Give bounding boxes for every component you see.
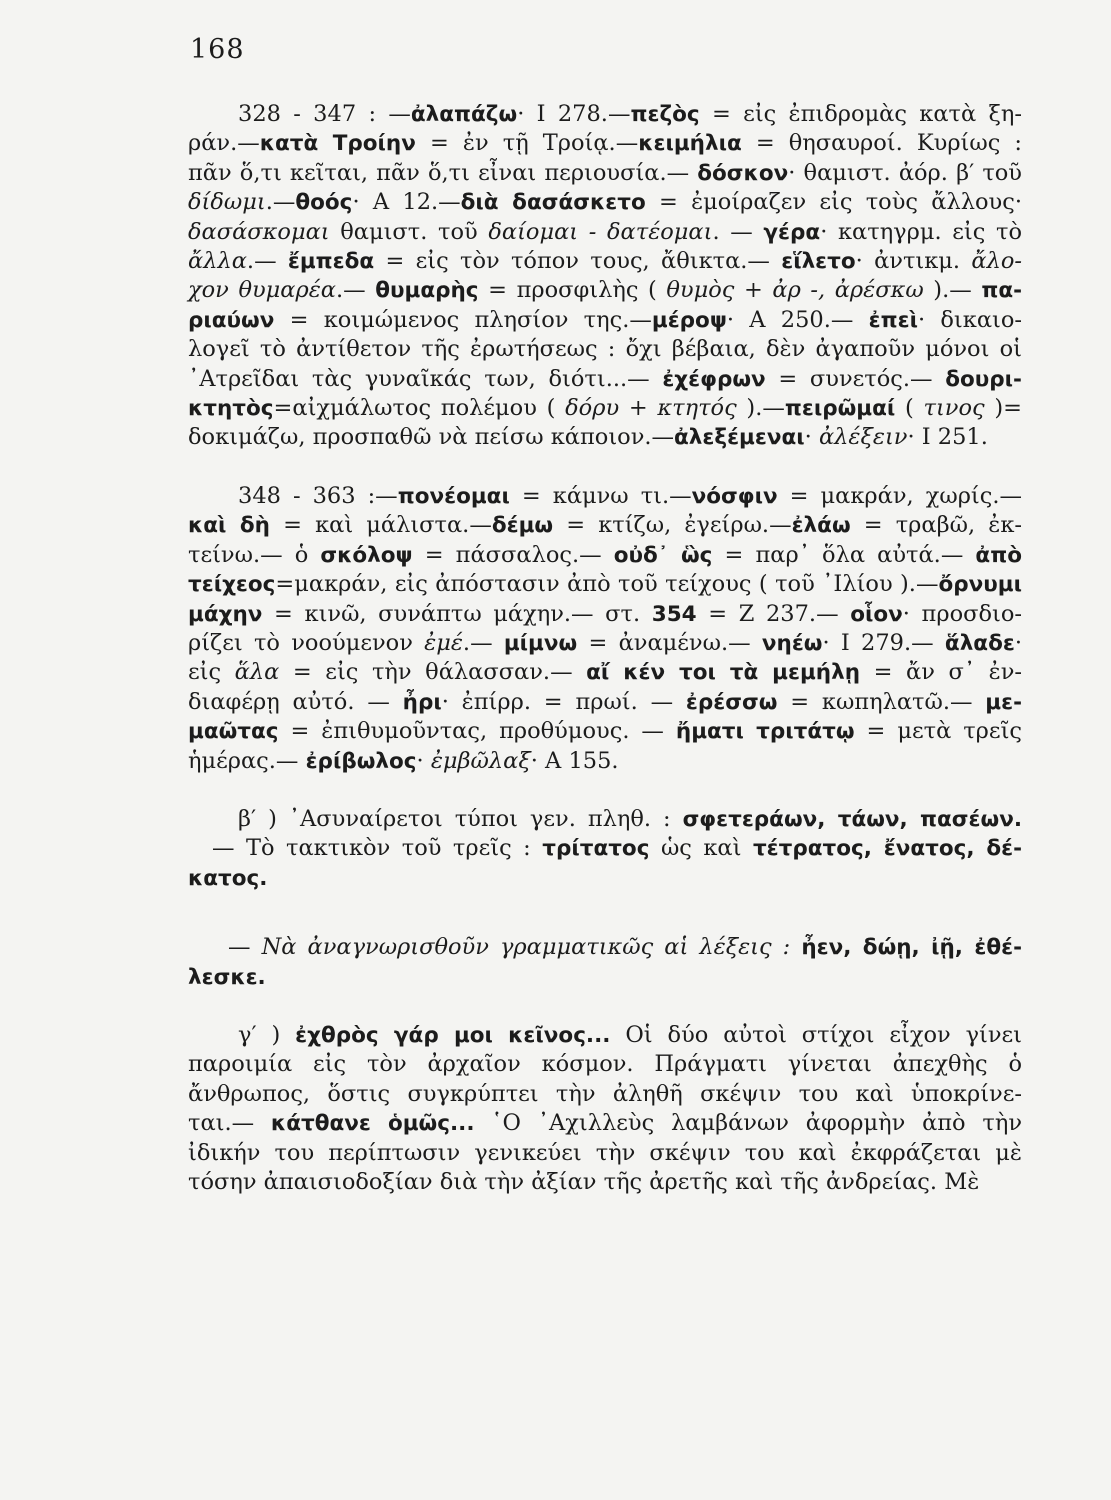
paragraph-gamma <box>188 1021 1022 1197</box>
page-number: 168 <box>190 34 245 65</box>
text-line: τείνω.— ὁ σκόλοψ = πάσσαλος.— οὐδ᾿ ὣς = παρ᾿ ὅλα αὐτά.— ἀπὸ <box>188 541 1022 568</box>
text-line: ἄνθρωπος, ὅστις συγκρύπτει τὴν ἀληθῆ σκέψιν του καὶ ὑποκρίνε- <box>188 1080 1022 1107</box>
text-line: — Τὸ τακτικὸν τοῦ τρεῖς : τρίτατος ὡς καὶ τέτρατος, ἔνατος, δέ- <box>212 835 1022 862</box>
page-body <box>188 100 1022 1197</box>
paragraph-exercise <box>188 933 1022 992</box>
text-line: μάχην = κινῶ, συνάπτω μάχην.— στ. 354 = Ζ 237.— οἷον· προσδιο- <box>188 600 1022 627</box>
text-line: λογεῖ τὸ ἀντίθετον τῆς ἐρωτήσεως : ὄχι βέβαια, δὲν ἀγαποῦν μόνοι οἱ <box>188 336 1022 363</box>
text-line: γ′ ) ἐχθρὸς γάρ μοι κεῖνος... Οἱ δύο αὐτοὶ στίχοι εἶχον γίνει <box>238 1021 1023 1048</box>
text-line: τείχεος=μακράν, εἰς ἀπόστασιν ἀπὸ τοῦ τείχους ( τοῦ ᾿Ιλίου ).—ὄρνυμι <box>188 571 1022 598</box>
text-line: ρίζει τὸ νοούμενον ἐμέ.— μίμνω = ἀναμένω.— νηέω· Ι 279.— ἅλαδε· <box>188 629 1022 656</box>
text-line: εἰς ἅλα = εἰς τὴν θάλασσαν.— αἴ κέν τοι τὰ μεμήλῃ = ἄν σ᾿ ἐν- <box>188 659 1022 686</box>
text-line: μαῶτας = ἐπιθυμοῦντας, προθύμους. — ἤματι τριτάτῳ = μετὰ τρεῖς <box>188 718 1022 745</box>
text-line: καὶ δὴ = καὶ μάλιστα.—δέμω = κτίζω, ἐγείρω.—ἐλάω = τραβῶ, ἐκ- <box>188 512 1022 539</box>
text-line: λεσκε. <box>188 964 266 990</box>
text-line: πᾶν ὅ,τι κεῖται, πᾶν ὅ,τι εἶναι περιουσία.— δόσκον· θαμιστ. ἀόρ. β′ τοῦ <box>188 159 1022 186</box>
text-line: ριαύων = κοιμώμενος πλησίον της.—μέροψ· Α 250.— ἐπεὶ· δικαιο- <box>188 306 1022 333</box>
text-line: χον θυμαρέα.— θυμαρὴς = προσφιλὴς ( θυμὸς + ἀρ -, ἀρέσκω ).— πα- <box>188 277 1023 304</box>
text-line: δοκιμάζω, προσπαθῶ νὰ πείσω κάποιον.—ἀλεξέμεναι· ἀλέξειν· Ι 251. <box>188 424 988 451</box>
text-line: κατος. <box>188 865 268 891</box>
text-line: ᾿Ατρεῖδαι τὰς γυναῖκάς των, διότι...— ἐχέφρων = συνετός.— δουρι- <box>188 365 1022 392</box>
paragraph-348-363 <box>188 482 1022 776</box>
text-line: 328 - 347 : —ἀλαπάζω· Ι 278.—πεζὸς = εἰς ἐπιδρομὰς κατὰ ξη- <box>238 101 1022 127</box>
text-line: τόσην ἀπαισιοδοξίαν διὰ τὴν ἀξίαν τῆς ἀρετῆς καὶ τῆς ἀνδρείας. Μὲ <box>188 1169 980 1195</box>
paragraph-328-347 <box>188 100 1022 453</box>
text-line: ἄλλα.— ἔμπεδα = εἰς τὸν τόπον τους, ἄθικτα.— εἵλετο· ἀντικμ. ἄλο- <box>188 248 1022 275</box>
text-line: διαφέρῃ αὐτό. — ἦρι· ἐπίρρ. = πρωί. — ἐρέσσω = κωπηλατῶ.— με- <box>188 688 1023 715</box>
text-line: ται.— κάτθανε ὁμῶς... ῾Ο ᾿Αχιλλεὺς λαμβάνων ἀφορμὴν ἀπὸ τὴν <box>188 1110 1022 1137</box>
text-line: β′ ) ᾿Ασυναίρετοι τύποι γεν. πληθ. : σφετεράων, τάων, πασέων. <box>238 805 1023 832</box>
text-line: κτητὸς=αἰχμάλωτος πολέμου ( δόρυ + κτητός ).—πειρῶμαί ( τινος )= <box>188 395 1022 422</box>
paragraph-beta <box>188 805 1022 893</box>
text-line: ράν.—κατὰ Τροίην = ἐν τῇ Τροίᾳ.—κειμήλια = θησαυροί. Κυρίως : <box>188 130 1022 157</box>
text-line: ἰδικήν του περίπτωσιν γενικεύει τὴν σκέψιν του καὶ ἐκφράζεται μὲ <box>188 1139 1022 1166</box>
text-line: παροιμία εἰς τὸν ἀρχαῖον κόσμον. Πράγματι γίνεται ἀπεχθὴς ὁ <box>188 1051 1022 1078</box>
text-line: 348 - 363 :—πονέομαι = κάμνω τι.—νόσφιν = μακράν, χωρίς.— <box>238 482 1023 509</box>
text-line: ἡμέρας.— ἐρίβωλος· ἐμβῶλαξ· Α 155. <box>188 747 619 774</box>
text-line: — Νὰ ἀναγνωρισθοῦν γραμματικῶς αἱ λέξεις : ἦεν, δώῃ, ἰῇ, ἐθέ- <box>228 934 1022 961</box>
text-line: δασάσκομαι θαμιστ. τοῦ δαίομαι - δατέομαι. — γέρα· κατηγρμ. εἰς τὸ <box>188 218 1022 245</box>
text-line: δίδωμι.—θοός· Α 12.—διὰ δασάσκετο = ἐμοίραζεν εἰς τοὺς ἄλλους· <box>188 189 1022 216</box>
